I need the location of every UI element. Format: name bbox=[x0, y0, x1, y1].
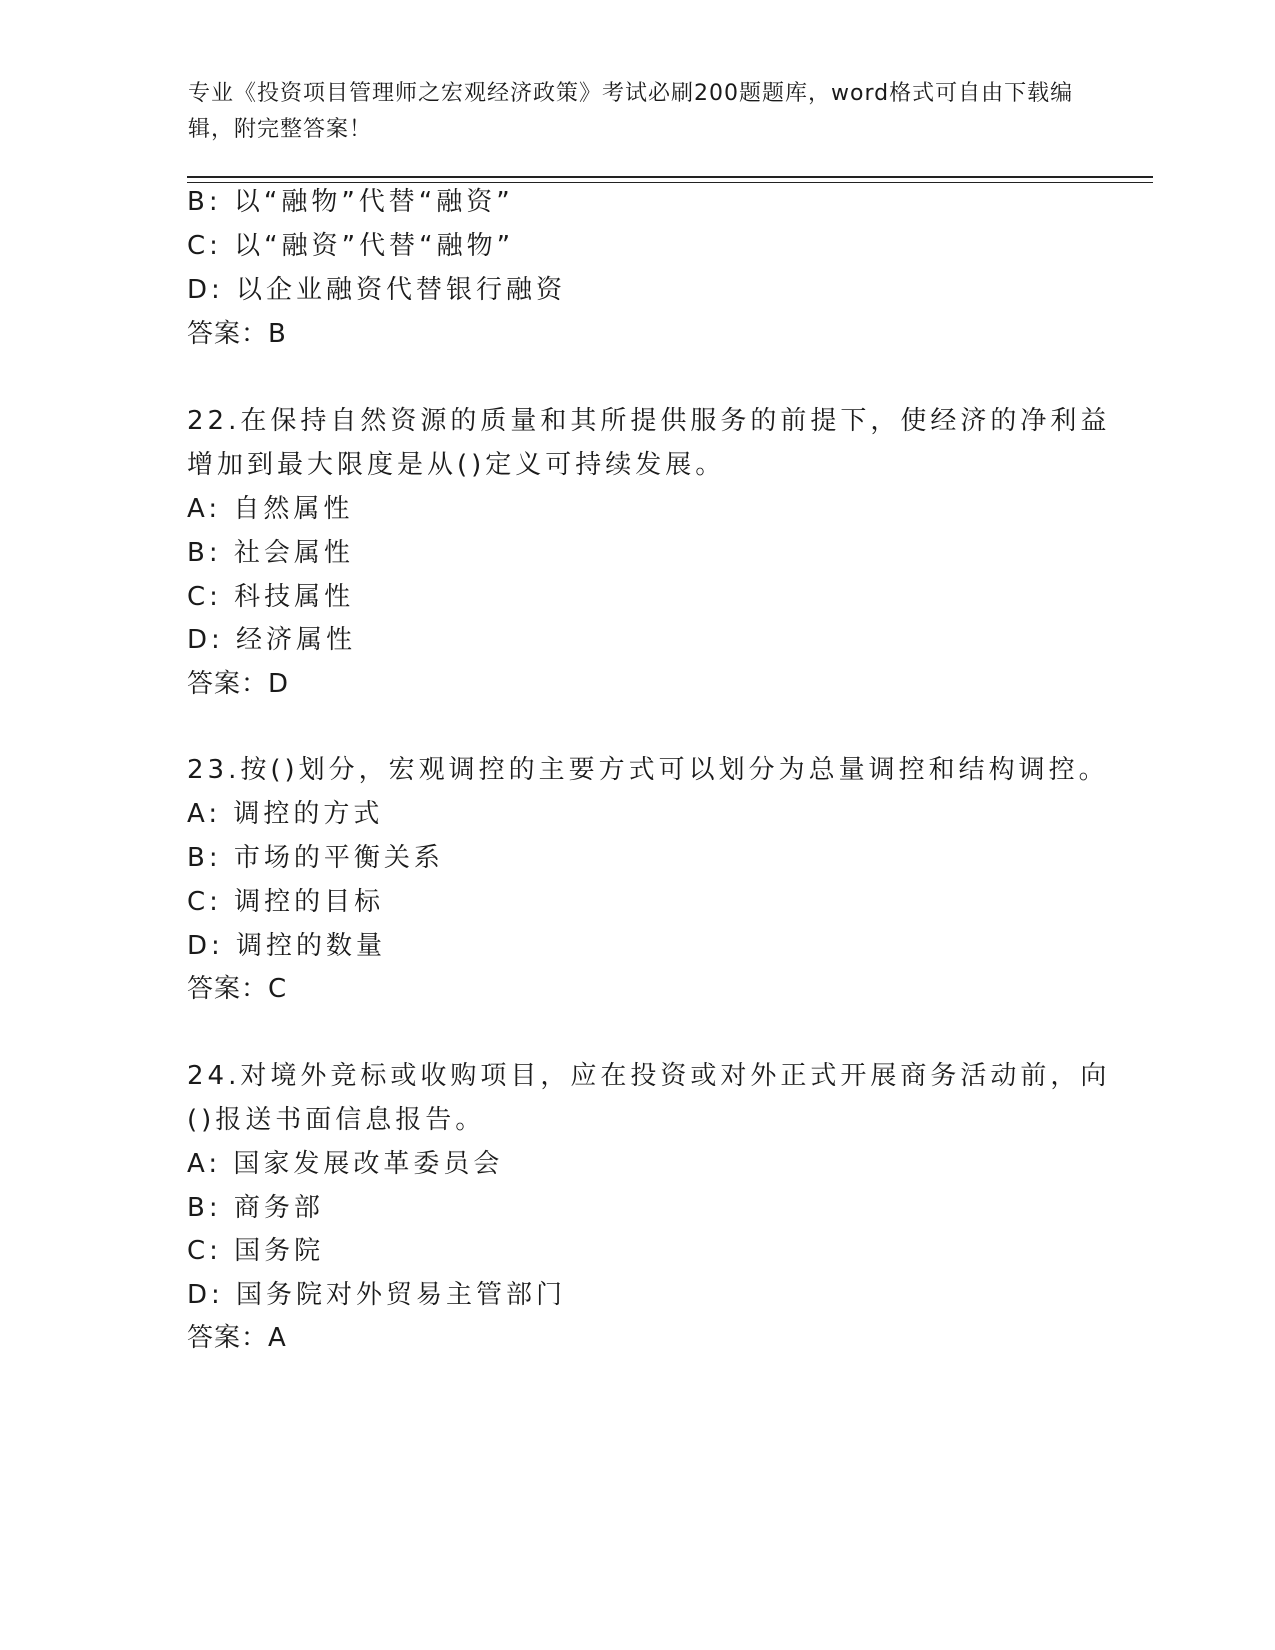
q22-option-d: D: 经济属性 bbox=[187, 625, 357, 655]
q21-option-b: B: 以“融物”代替“融资” bbox=[187, 187, 514, 217]
q21-answer: 答案：B bbox=[187, 319, 287, 349]
q23-answer: 答案：C bbox=[187, 974, 288, 1004]
q24-stem-line2: ()报送书面信息报告。 bbox=[187, 1105, 486, 1135]
q23-option-a: A: 调控的方式 bbox=[187, 799, 384, 829]
q22-answer: 答案：D bbox=[187, 669, 290, 699]
document-intro: 专业《投资项目管理师之宏观经济政策》考试必刷200题题库，word格式可自由下载编辑，附完整答案！ bbox=[188, 81, 1074, 142]
q22-option-b: B: 社会属性 bbox=[187, 538, 354, 568]
q23-stem-line1: 23.按()划分，宏观调控的主要方式可以划分为总量调控和结构调控。 bbox=[187, 755, 1109, 785]
q22-stem-line1: 22.在保持自然资源的质量和其所提供服务的前提下，使经济的净利益 bbox=[187, 406, 1111, 436]
q21-option-d: D: 以企业融资代替银行融资 bbox=[187, 275, 567, 305]
q22-stem-line2: 增加到最大限度是从()定义可持续发展。 bbox=[187, 450, 726, 480]
q23-option-b: B: 市场的平衡关系 bbox=[187, 843, 444, 873]
header-divider-thin bbox=[187, 182, 1153, 183]
q24-option-c: C: 国务院 bbox=[187, 1236, 325, 1266]
q21-option-c: C: 以“融资”代替“融物” bbox=[187, 231, 515, 261]
q23-option-d: D: 调控的数量 bbox=[187, 931, 387, 961]
q24-option-b: B: 商务部 bbox=[187, 1193, 324, 1223]
q22-option-c: C: 科技属性 bbox=[187, 582, 355, 612]
q24-option-d: D: 国务院对外贸易主管部门 bbox=[187, 1280, 567, 1310]
q24-answer: 答案：A bbox=[187, 1323, 287, 1353]
q24-option-a: A: 国家发展改革委员会 bbox=[187, 1149, 504, 1179]
q24-stem-line1: 24.对境外竞标或收购项目，应在投资或对外正式开展商务活动前，向 bbox=[187, 1061, 1111, 1091]
header-divider-thick bbox=[187, 176, 1153, 178]
q23-option-c: C: 调控的目标 bbox=[187, 887, 385, 917]
q22-option-a: A: 自然属性 bbox=[187, 494, 354, 524]
